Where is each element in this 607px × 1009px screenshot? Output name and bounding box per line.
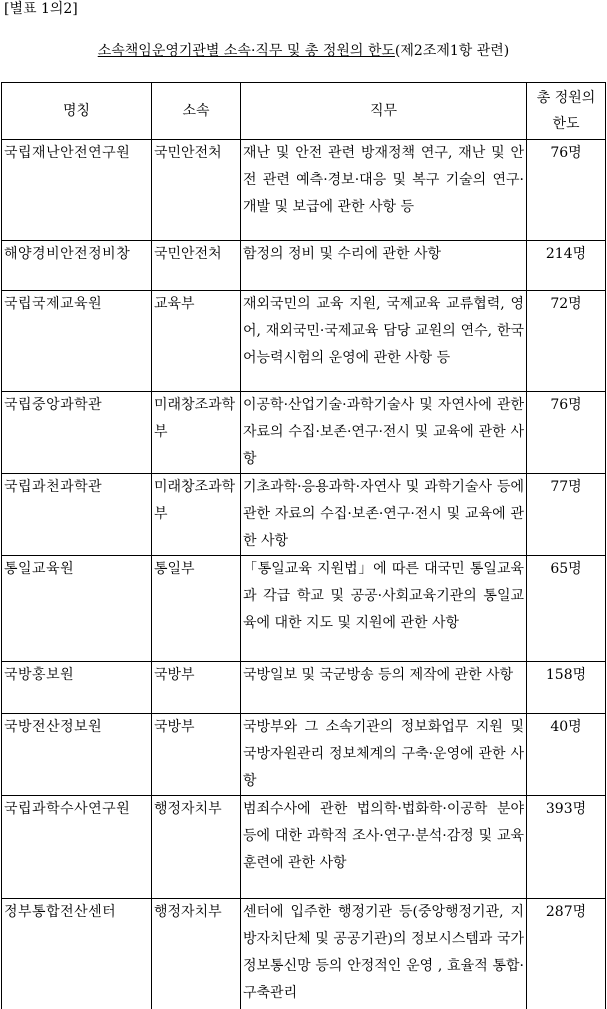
agency-limits-table (1, 82, 606, 1009)
duty-cell: 이공학·산업기술·과학기술사 및 자연사에 관한 자료의 수집·보존·연구·전시 및 교육에 관한 사항 (241, 392, 527, 474)
header-duty: 직무 (241, 83, 527, 140)
agency-name-cell: 국립중앙과학관 (2, 392, 152, 474)
headcount-cell: 77명 (527, 474, 606, 556)
header-affiliation: 소속 (152, 83, 241, 140)
agency-name-cell: 국립재난안전연구원 (2, 140, 152, 241)
headcount-cell: 65명 (527, 556, 606, 662)
headcount-cell: 76명 (527, 140, 606, 241)
headcount-cell: 287명 (527, 899, 606, 1009)
duty-cell: 재난 및 안전 관련 방재정책 연구, 재난 및 안전 관련 예측·경보·대응 및 복구 기술의 연구·개발 및 보급에 관한 사항 등 (241, 140, 527, 241)
title-main: 소속책임운영기관별 소속·직무 및 총 정원의 한도 (97, 43, 395, 59)
affiliation-cell: 행정자치부 (152, 796, 241, 899)
table-row (2, 714, 606, 796)
agency-name-cell: 국방전산정보원 (2, 714, 152, 796)
affiliation-cell: 국방부 (152, 662, 241, 714)
affiliation-cell: 교육부 (152, 291, 241, 392)
affiliation-cell: 미래창조과학부 (152, 392, 241, 474)
agency-name-cell: 국방홍보원 (2, 662, 152, 714)
headcount-cell: 158명 (527, 662, 606, 714)
headcount-cell: 393명 (527, 796, 606, 899)
duty-cell: 함정의 정비 및 수리에 관한 사항 (241, 241, 527, 291)
header-count: 총 정원의 한도 (527, 83, 606, 140)
affiliation-cell: 국민안전처 (152, 241, 241, 291)
headcount-cell: 214명 (527, 241, 606, 291)
table-header-row (2, 83, 606, 140)
table-row (2, 291, 606, 392)
table-row (2, 392, 606, 474)
table-row (2, 662, 606, 714)
table-row (2, 556, 606, 662)
duty-cell: 범죄수사에 관한 법의학·법화학·이공학 분야 등에 대한 과학적 조사·연구·분석·감정 및 교육훈련에 관한 사항 (241, 796, 527, 899)
duty-cell: 국방일보 및 국군방송 등의 제작에 관한 사항 (241, 662, 527, 714)
agency-name-cell: 통일교육원 (2, 556, 152, 662)
duty-cell: 국방부와 그 소속기관의 정보화업무 지원 및 국방자원관리 정보체계의 구축·운영에 관한 사항 (241, 714, 527, 796)
duty-cell: 「통일교육 지원법」에 따른 대국민 통일교육과 각급 학교 및 공공·사회교육기관의 통일교육에 대한 지도 및 지원에 관한 사항 (241, 556, 527, 662)
duty-cell: 기초과학·응용과학·자연사 및 과학기술사 등에 관한 자료의 수집·보존·연구·전시 및 교육에 관한 사항 (241, 474, 527, 556)
table-row (2, 140, 606, 241)
headcount-cell: 76명 (527, 392, 606, 474)
attachment-label: [별표 1의2] (4, 1, 78, 17)
agency-name-cell: 국립과천과학관 (2, 474, 152, 556)
agency-name-cell: 국립과학수사연구원 (2, 796, 152, 899)
affiliation-cell: 국민안전처 (152, 140, 241, 241)
duty-cell: 센터에 입주한 행정기관 등(중앙행정기관, 지방자치단체 및 공공기관)의 정보시스템과 국가정보통신망 등의 안정적인 운영 , 효율적 통합·구축관리 (241, 899, 527, 1009)
headcount-cell: 40명 (527, 714, 606, 796)
title-suffix: (제2조제1항 관련) (394, 43, 510, 59)
agency-name-cell: 국립국제교육원 (2, 291, 152, 392)
affiliation-cell: 미래창조과학부 (152, 474, 241, 556)
table-row (2, 796, 606, 899)
header-name: 명칭 (2, 83, 152, 140)
affiliation-cell: 통일부 (152, 556, 241, 662)
affiliation-cell: 국방부 (152, 714, 241, 796)
headcount-cell: 72명 (527, 291, 606, 392)
table-row (2, 241, 606, 291)
agency-name-cell: 정부통합전산센터 (2, 899, 152, 1009)
table-row (2, 474, 606, 556)
affiliation-cell: 행정자치부 (152, 899, 241, 1009)
table-row (2, 899, 606, 1009)
agency-name-cell: 해양경비안전정비창 (2, 241, 152, 291)
document-title (0, 41, 607, 61)
duty-cell: 재외국민의 교육 지원, 국제교육 교류협력, 영어, 재외국민·국제교육 담당 교원의 연수, 한국어능력시험의 운영에 관한 사항 등 (241, 291, 527, 392)
